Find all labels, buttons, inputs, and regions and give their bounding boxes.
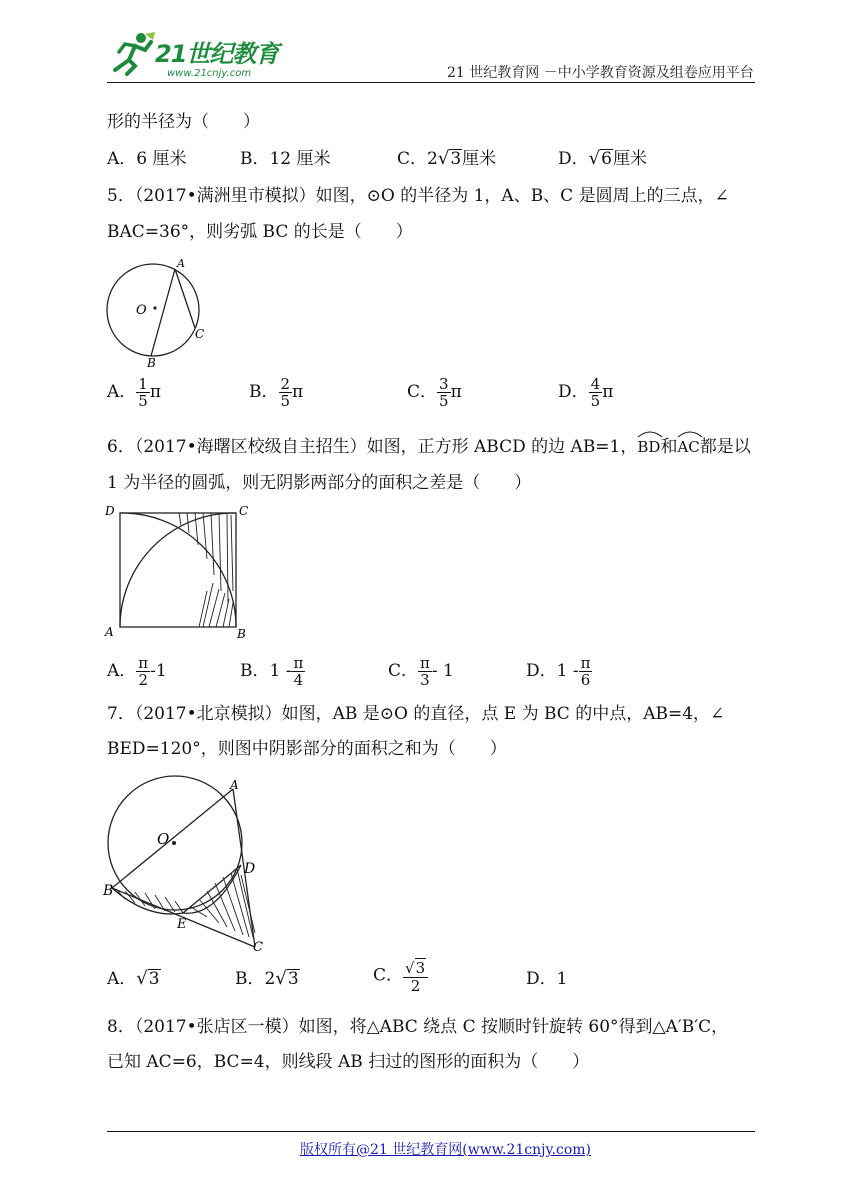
- option-label: A．: [107, 969, 137, 989]
- q6-square-figure: [103, 503, 253, 641]
- fraction: $\frac{\pi}{4}$: [293, 654, 304, 689]
- q4-option-a[interactable]: A．6 厘米: [107, 149, 187, 169]
- q7-option-d[interactable]: D．1: [526, 969, 568, 989]
- sqrt-icon: √: [437, 148, 450, 169]
- option-label: B．: [235, 969, 265, 989]
- unit: 厘米: [612, 149, 647, 169]
- pi-symbol: π: [450, 382, 462, 402]
- q5-option-a[interactable]: [107, 376, 161, 409]
- q5-stem-line1: 5．（2017•满洲里市模拟）如图，⊙O 的半径为 1，A、B、C 是圆周上的三点，∠: [107, 186, 729, 206]
- q6-option-b[interactable]: B．1 - $\frac{\pi}{4}$: [240, 654, 304, 689]
- q6-stem-line2: 1 为半径的圆弧，则无阴影两部分的面积之差是（ ）: [107, 473, 532, 493]
- radicand: 3: [287, 969, 299, 989]
- option-label: D．: [558, 149, 589, 169]
- label-a: A: [230, 778, 239, 792]
- fraction: $\frac{4}{5}$: [590, 375, 601, 410]
- sqrt-icon: √: [136, 968, 148, 989]
- fraction: $\frac{1}{5}$: [138, 375, 148, 410]
- label-c: C: [195, 327, 205, 341]
- sqrt-icon: √: [275, 968, 287, 989]
- option-label: B．: [240, 661, 270, 681]
- arc-ac: AC: [677, 436, 699, 458]
- site-logo[interactable]: [107, 30, 287, 80]
- label-d: D: [244, 861, 256, 877]
- q5-stem-line2: BAC=36°，则劣弧 BC 的长是（ ）: [107, 222, 413, 242]
- label-d: D: [105, 504, 115, 518]
- arc-bd: BD: [637, 436, 660, 458]
- arc-ac-curve: [120, 513, 236, 627]
- pi-symbol: π: [149, 382, 162, 402]
- q4-option-d[interactable]: [558, 148, 647, 170]
- q6-option-d[interactable]: D．1 - $\frac{\pi}{6}$: [526, 654, 591, 689]
- pi-symbol: π: [292, 382, 304, 402]
- q6-option-a[interactable]: A． $\frac{\pi}{2}$ -1: [107, 654, 167, 689]
- center-dot: [153, 306, 156, 309]
- fraction: $\frac{√3}{2}$: [403, 958, 428, 994]
- label-c: C: [239, 504, 249, 518]
- chord-ab: [151, 269, 175, 356]
- sqrt-icon: √: [588, 148, 601, 169]
- label-b: B: [237, 627, 246, 641]
- label-a: A: [177, 257, 185, 270]
- fraction: $\frac{2}{5}$: [280, 375, 291, 410]
- q8-stem-line1: 8．（2017•张店区一模）如图，将△ABC 绕点 C 按顺时针旋转 60°得到△A′B′C，: [107, 1017, 729, 1037]
- option-label: D．: [558, 382, 589, 402]
- q7-option-a[interactable]: [107, 968, 161, 990]
- logo-url-text: www.21cnjy.com: [167, 68, 252, 79]
- runner-logo-icon: [107, 30, 157, 76]
- square-abcd: [120, 513, 236, 627]
- fraction: $\frac{\pi}{6}$: [580, 654, 591, 689]
- radicand: 6: [601, 149, 612, 169]
- q8-stem-line2: 已知 AC=6，BC=4，则线段 AB 扫过的图形的面积为（ ）: [107, 1052, 590, 1072]
- fraction: $\frac{3}{5}$: [439, 375, 449, 410]
- label-b: B: [147, 356, 156, 368]
- hatch-shading: [179, 513, 233, 627]
- footer-copyright-link[interactable]: 版权所有@21 世纪教育网(www.21cnjy.com): [300, 1142, 591, 1158]
- label-o: O: [136, 303, 147, 318]
- q7-stem-line1: 7．（2017•北京模拟）如图，AB 是⊙O 的直径，点 E 为 BC 的中点，AB=4，∠: [107, 704, 725, 724]
- option-label: B．: [249, 382, 279, 402]
- radicand: 3: [148, 969, 160, 989]
- circle-o: [107, 264, 199, 356]
- pi-symbol: π: [602, 382, 614, 402]
- segment-ed: [183, 865, 241, 913]
- label-e: E: [177, 917, 187, 932]
- q5-option-b[interactable]: [249, 376, 303, 409]
- diameter-ab: [112, 789, 233, 888]
- option-label: C．: [373, 965, 404, 986]
- label-a: A: [105, 625, 114, 639]
- fraction: $\frac{\pi}{2}$: [138, 654, 149, 689]
- option-label: A．: [107, 661, 137, 681]
- option-label: D．: [526, 661, 557, 681]
- q6-stem-line1: 6．（2017•海曙区校级自主招生）如图，正方形 ABCD 的边 AB=1， BD和 AC都是以: [107, 436, 751, 458]
- header-divider: [107, 82, 755, 83]
- option-label: A．: [107, 382, 137, 402]
- radicand: 3: [450, 149, 462, 169]
- q4-option-b[interactable]: B．12 厘米: [240, 149, 331, 169]
- q4-option-c[interactable]: [397, 148, 496, 170]
- option-label: C．: [407, 382, 438, 402]
- unit: 厘米: [462, 149, 497, 169]
- q5-option-c[interactable]: [407, 376, 462, 409]
- label-b: B: [103, 883, 114, 899]
- q4-stem-tail: 形的半径为（ ）: [107, 112, 260, 132]
- q5-circle-figure: [103, 256, 213, 368]
- logo-text: 21世纪教育: [155, 40, 279, 68]
- footer-divider: [107, 1131, 755, 1132]
- q7-circle-figure: [103, 767, 273, 955]
- option-label: C．: [397, 149, 428, 169]
- coefficient: 2: [427, 149, 438, 169]
- q6-option-c[interactable]: C． $\frac{\pi}{3}$ - 1: [388, 654, 454, 689]
- q7-stem-line2: BED=120°，则图中阴影部分的面积之和为（ ）: [107, 739, 507, 759]
- option-label: C．: [388, 661, 419, 681]
- q7-option-b[interactable]: B．2√3: [235, 968, 299, 989]
- arc-bd-curve: [120, 513, 236, 627]
- q7-option-c[interactable]: [373, 958, 428, 994]
- fraction: $\frac{\pi}{3}$: [420, 654, 430, 689]
- site-slogan: 21 世纪教育网 －中小学教育资源及组卷应用平台: [447, 65, 754, 81]
- label-c: C: [253, 940, 263, 955]
- label-o: O: [157, 830, 170, 848]
- center-dot: [172, 841, 176, 845]
- q5-option-d[interactable]: [558, 376, 613, 409]
